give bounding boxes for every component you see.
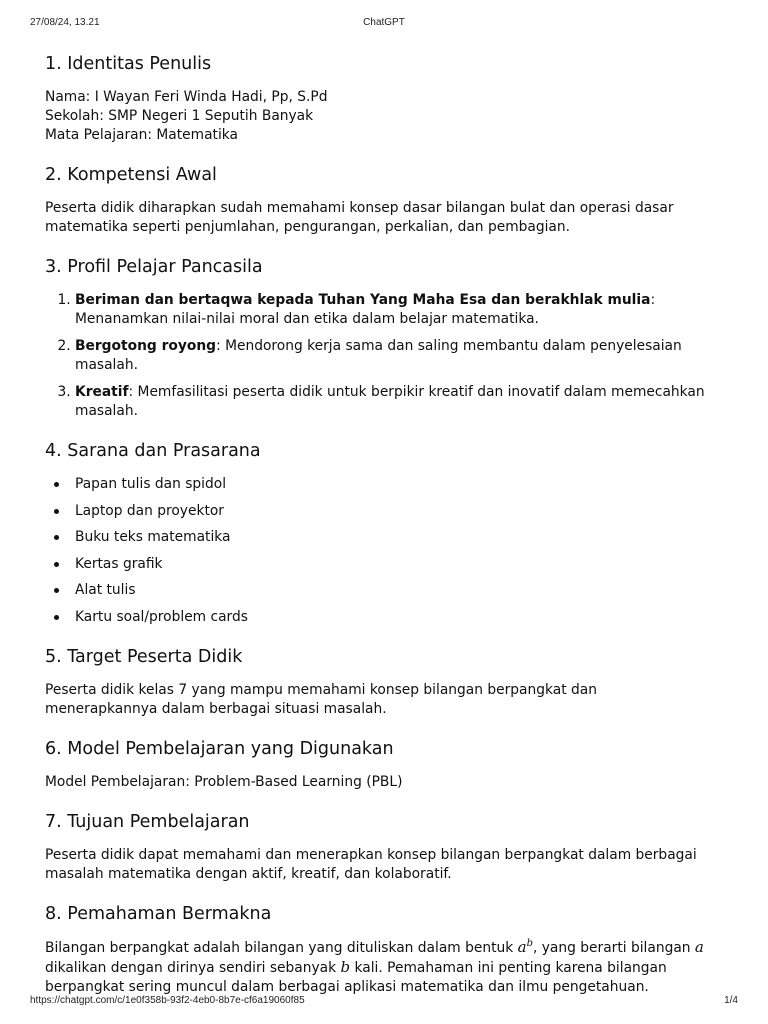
text-run: kali. Pemahaman ini penting karena bilangan berpangkat sering muncul dalam berbagai aplikasi matematika dan ilmu pengetahuan. <box>45 959 667 995</box>
list-item <box>75 291 705 329</box>
profile-term: Beriman dan bertaqwa kepada Tuhan Yang Maha Esa dan berakhlak mulia <box>75 292 651 308</box>
profile-list <box>45 291 705 421</box>
section-heading: 4. Sarana dan Prasarana <box>45 441 261 461</box>
author-info <box>45 88 705 145</box>
list-item <box>75 337 705 375</box>
list-item: Laptop dan proyektor <box>75 502 705 521</box>
list-item: Kertas grafik <box>75 555 705 574</box>
section-target-peserta <box>45 645 705 719</box>
text-run: Bilangan berpangkat adalah bilangan yang dituliskan dalam bentuk <box>45 939 518 956</box>
section-heading: 8. Pemahaman Bermakna <box>45 903 272 924</box>
list-item: Papan tulis dan spidol <box>75 475 705 494</box>
tools-list <box>45 475 705 627</box>
profile-desc: : Mendorong kerja sama dan saling membantu dalam penyelesaian masalah. <box>75 338 682 373</box>
section-profil-pelajar <box>45 255 705 421</box>
list-item: Kartu soal/problem cards <box>75 608 705 627</box>
section-tujuan-pembelajaran <box>45 810 705 884</box>
document-content <box>45 52 705 1015</box>
math-power <box>518 938 533 956</box>
section-sarana-prasarana <box>45 439 705 627</box>
section-paragraph: Peserta didik kelas 7 yang mampu memahami konsep bilangan berpangkat dan menerapkannya dalam berbagai situasi masalah. <box>45 681 597 717</box>
section-heading: 6. Model Pembelajaran yang Digunakan <box>45 738 394 759</box>
section-paragraph: Model Pembelajaran: Problem-Based Learning (PBL) <box>45 773 403 790</box>
math-exponent: b <box>526 937 533 949</box>
profile-term: Bergotong royong <box>75 338 217 354</box>
math-var-a: a <box>694 937 704 956</box>
math-var-b: b <box>340 957 351 976</box>
section-model-pembelajaran <box>45 737 705 792</box>
math-base: a <box>517 937 527 956</box>
section-heading: 5. Target Peserta Didik <box>45 646 243 667</box>
profile-term: Kreatif <box>75 384 129 400</box>
list-item: Buku teks matematika <box>75 528 705 547</box>
profile-desc: : Menanamkan nilai-nilai moral dan etika dalam belajar matematika. <box>75 292 656 327</box>
print-datetime: 27/08/24, 13.21 <box>30 17 100 28</box>
section-identitas-penulis <box>45 52 705 145</box>
profile-desc: : Memfasilitasi peserta didik untuk berpikir kreatif dan inovatif dalam memecahkan masalah. <box>75 384 705 419</box>
text-run: , yang berarti bilangan <box>533 939 695 956</box>
section-paragraph <box>45 938 705 997</box>
print-header <box>30 17 738 31</box>
print-url: https://chatgpt.com/c/1e0f358b-93f2-4eb0-8b7e-cf6a19060f85 <box>30 995 305 1006</box>
list-item: Alat tulis <box>75 581 705 600</box>
section-paragraph: Peserta didik dapat memahami dan menerapkan konsep bilangan berpangkat dalam berbagai masalah matematika dengan aktif, kreatif, dan kolaboratif. <box>45 846 697 882</box>
print-title: ChatGPT <box>363 17 405 28</box>
page-number: 1/4 <box>724 995 738 1006</box>
text-run: dikalikan dengan dirinya sendiri sebanyak <box>45 959 341 976</box>
author-school: Sekolah: SMP Negeri 1 Seputih Banyak <box>45 108 314 124</box>
section-kompetensi-awal <box>45 163 705 237</box>
section-pemahaman-bermakna <box>45 902 705 997</box>
section-heading: 2. Kompetensi Awal <box>45 165 217 185</box>
section-heading: 7. Tujuan Pembelajaran <box>45 811 250 832</box>
section-heading: 1. Identitas Penulis <box>45 54 212 74</box>
section-paragraph: Peserta didik diharapkan sudah memahami konsep dasar bilangan bulat dan operasi dasar matematika seperti penjumlahan, pengurangan, perkalian, dan pembagian. <box>45 200 674 235</box>
section-heading: 3. Profil Pelajar Pancasila <box>45 257 263 277</box>
author-subject: Mata Pelajaran: Matematika <box>45 127 239 143</box>
author-name: Nama: I Wayan Feri Winda Hadi, Pp, S.Pd <box>45 89 328 105</box>
print-footer <box>30 995 738 1009</box>
list-item <box>75 383 705 421</box>
